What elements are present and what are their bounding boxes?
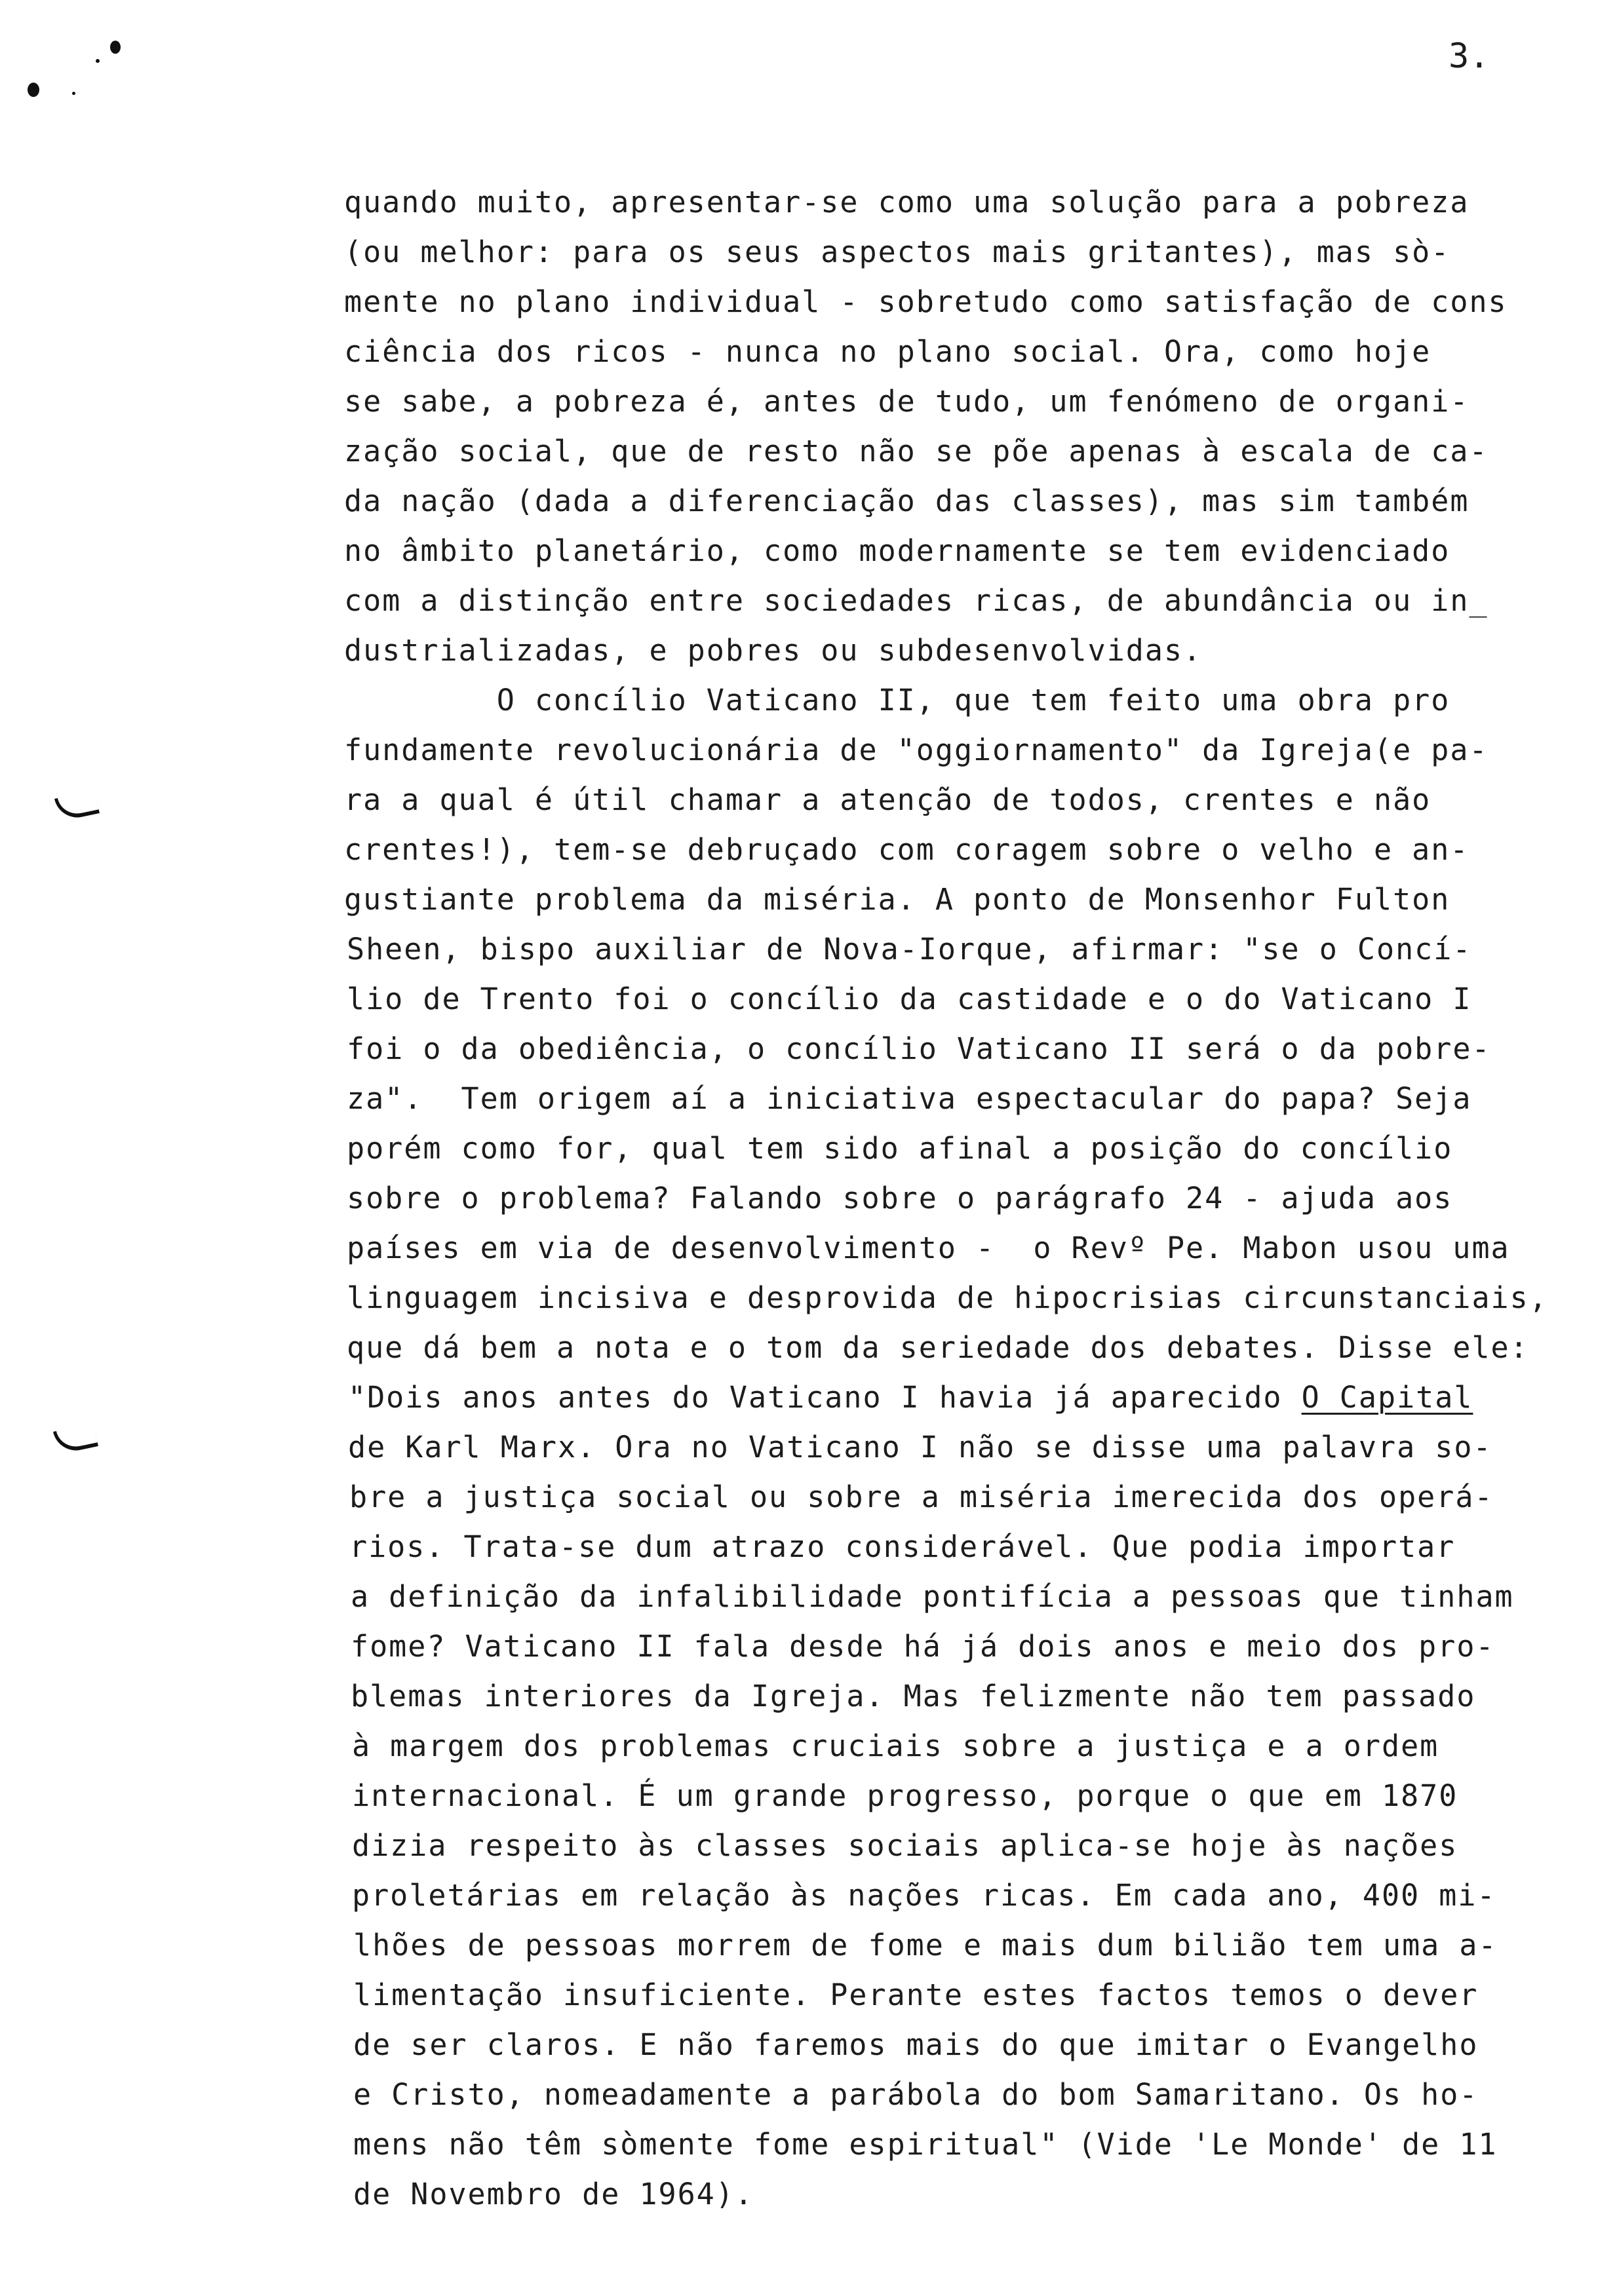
text-line: ra a qual é útil chamar a atenção de todos, crentes e não [344,782,1431,817]
text-line: zação social, que de resto não se põe apenas à escala de ca- [344,434,1489,469]
text-line: bre a justiça social ou sobre a miséria imerecida dos operá- [349,1480,1494,1514]
text-line: internacional. É um grande progresso, porque o que em 1870 [352,1778,1458,1813]
text-line: ciência dos ricos - nunca no plano social. Ora, como hoje [344,334,1431,369]
text-line: (ou melhor: para os seus aspectos mais gritantes), mas sò- [344,235,1450,269]
binder-hole-mark [54,790,100,822]
text-line: O concílio Vaticano II, que tem feito uma obra pro [344,683,1450,718]
text-line: Sheen, bispo auxiliar de Nova-Iorque, afirmar: "se o Concí- [347,932,1472,966]
text-line: de Novembro de 1964). [353,2177,754,2211]
text-line: quando muito, apresentar-se como uma solução para a pobreza [344,185,1469,220]
text-line: dizia respeito às classes sociais aplica-se hoje às nações [352,1828,1458,1863]
text-line: foi o da obediência, o concílio Vaticano II será o da pobre- [347,1031,1491,1066]
text-line: fome? Vaticano II fala desde há já dois anos e meio dos pro- [351,1629,1495,1664]
underlined-book-title: O Capital [1301,1380,1473,1415]
text-line: de Karl Marx. Ora no Vaticano I não se disse uma palavra so- [348,1430,1492,1464]
text-line: blemas interiores da Igreja. Mas felizmente não tem passado [351,1679,1476,1713]
text-line: dustrializadas, e pobres ou subdesenvolvidas. [344,633,1203,668]
page-number: 3. [1449,37,1490,76]
text-line [348,1380,1473,1415]
text-line: lio de Trento foi o concílio da castidade e o do Vaticano I [347,982,1472,1016]
text-line: se sabe, a pobreza é, antes de tudo, um fenómeno de organi- [344,384,1469,419]
text-line: linguagem incisiva e desprovida de hipocrisias circunstanciais, [347,1280,1548,1315]
text-line: da nação (dada a diferenciação das classes), mas sim também [344,484,1469,518]
ink-spot [28,83,39,97]
text-line: a definição da infalibilidade pontifícia a pessoas que tinham [351,1579,1514,1614]
text-line: limentação insuficiente. Perante estes factos temos o dever [353,1978,1479,2012]
text-line: rios. Trata-se dum atrazo considerável. Que podia importar [349,1529,1456,1564]
text-line: lhões de pessoas morrem de fome e mais dum bilião tem uma a- [353,1928,1498,1962]
text-line: fundamente revolucionária de "oggiornamento" da Igreja(e pa- [344,733,1489,767]
text-line: mente no plano individual - sobretudo como satisfação de cons [344,284,1508,319]
text-line: países em via de desenvolvimento - o Revº Pe. Mabon usou uma [347,1231,1510,1265]
text-line: à margem dos problemas cruciais sobre a justiça e a ordem [352,1729,1439,1763]
text-line: no âmbito planetário, como modernamente se tem evidenciado [344,533,1450,568]
text-line: de ser claros. E não faremos mais do que imitar o Evangelho [353,2027,1479,2062]
text-line: que dá bem a nota e o tom da seriedade dos debates. Disse ele: [347,1330,1529,1365]
text-line: crentes!), tem-se debruçado com coragem sobre o velho e an- [344,832,1469,867]
text-line: gustiante problema da miséria. A ponto de Monsenhor Fulton [344,882,1450,917]
ink-spot [72,92,75,95]
text-line: proletárias em relação às nações ricas. Em cada ano, 400 mi- [352,1878,1496,1913]
text-line: za". Tem origem aí a iniciativa espectacular do papa? Seja [347,1081,1472,1116]
ink-spot [96,59,100,63]
text-line-start: "Dois anos antes do Vaticano I havia já aparecido [348,1380,1302,1415]
binder-hole-mark [53,1423,98,1455]
text-line: com a distinção entre sociedades ricas, de abundância ou in_ [344,583,1489,618]
text-line: porém como for, qual tem sido afinal a posição do concílio [347,1131,1453,1166]
text-line: mens não têm sòmente fome espiritual" (Vide 'Le Monde' de 11 [353,2127,1498,2162]
text-line: e Cristo, nomeadamente a parábola do bom Samaritano. Os ho- [353,2077,1479,2112]
text-line: sobre o problema? Falando sobre o parágrafo 24 - ajuda aos [347,1181,1453,1215]
ink-spot [110,41,121,54]
